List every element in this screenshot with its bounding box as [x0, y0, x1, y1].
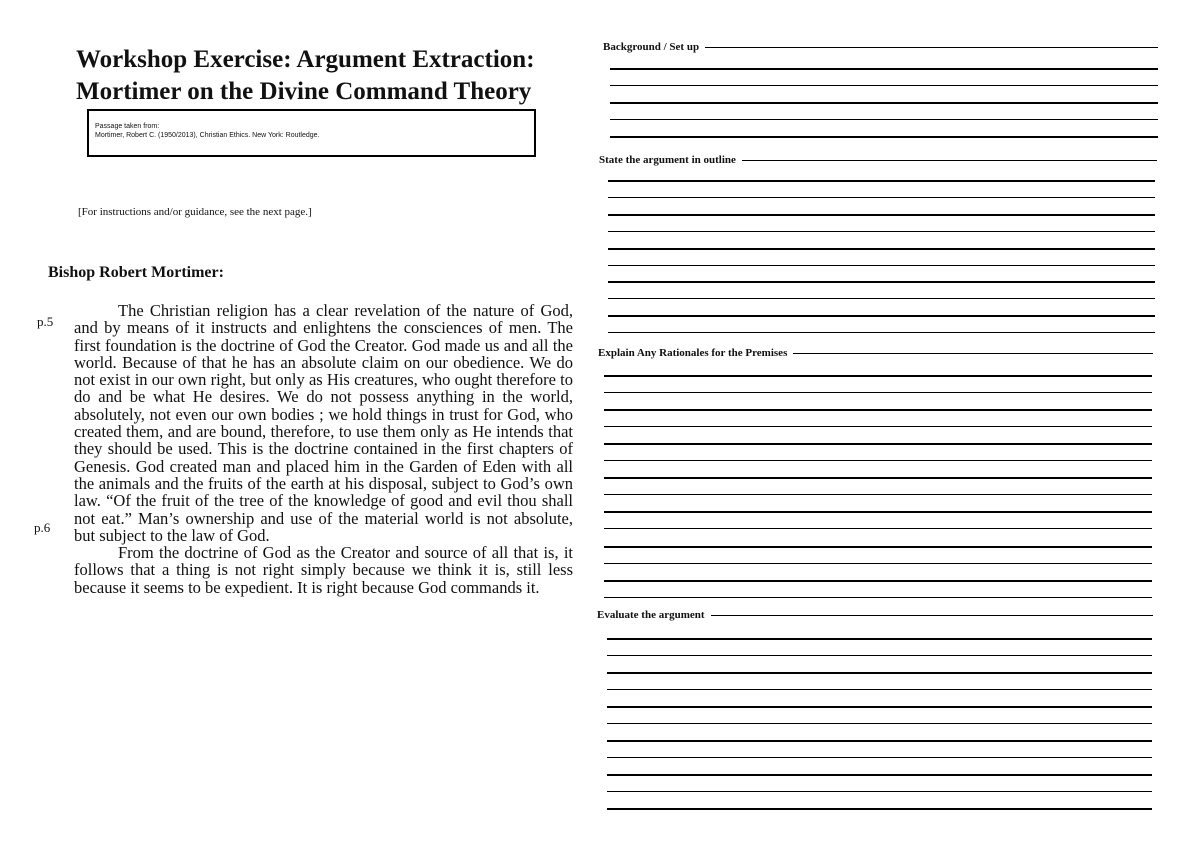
- writing-line[interactable]: [604, 443, 1152, 445]
- writing-line[interactable]: [607, 740, 1152, 742]
- writing-line[interactable]: [604, 546, 1152, 548]
- title-line-1: Workshop Exercise: Argument Extraction:: [76, 46, 535, 73]
- writing-line[interactable]: [608, 298, 1155, 299]
- writing-line[interactable]: [604, 426, 1152, 427]
- worksheet-section-label: Explain Any Rationales for the Premises: [598, 347, 788, 359]
- citation-text: Mortimer, Robert C. (1950/2013), Christian Ethics. New York: Routledge.: [95, 132, 320, 139]
- document-title: [76, 44, 556, 108]
- writing-line[interactable]: [608, 231, 1155, 232]
- instructions-note: [For instructions and/or guidance, see the next page.]: [78, 206, 312, 218]
- heading-rule: [705, 47, 1158, 48]
- writing-line[interactable]: [604, 375, 1152, 377]
- heading-rule: [742, 160, 1157, 161]
- writing-line[interactable]: [610, 119, 1158, 120]
- worksheet-section-label: Background / Set up: [603, 41, 700, 53]
- writing-line[interactable]: [608, 248, 1155, 250]
- worksheet-section-label: State the argument in outline: [599, 154, 736, 166]
- page-marker-p6: p.6: [34, 520, 51, 535]
- writing-line[interactable]: [607, 774, 1152, 776]
- writing-line[interactable]: [604, 511, 1152, 513]
- writing-line[interactable]: [604, 597, 1152, 598]
- writing-line[interactable]: [604, 392, 1152, 393]
- heading-rule: [793, 353, 1153, 354]
- writing-line[interactable]: [610, 102, 1158, 104]
- writing-line[interactable]: [607, 672, 1152, 674]
- writing-line[interactable]: [604, 460, 1152, 461]
- writing-line[interactable]: [608, 281, 1155, 283]
- citation-box: [87, 109, 536, 157]
- heading-rule: [711, 615, 1153, 616]
- worksheet-section-heading: [597, 609, 1153, 621]
- citation-label: Passage taken from:: [95, 123, 160, 130]
- speaker-heading: Bishop Robert Mortimer:: [48, 264, 224, 281]
- writing-line[interactable]: [607, 638, 1152, 640]
- passage-text: [74, 302, 573, 596]
- writing-line[interactable]: [607, 808, 1152, 810]
- writing-line[interactable]: [604, 580, 1152, 582]
- writing-line[interactable]: [604, 409, 1152, 411]
- page-marker-p5: p.5: [37, 314, 54, 329]
- worksheet-section-heading: [603, 41, 1158, 53]
- passage-paragraph-2: From the doctrine of God as the Creator and source of all that is, it follows that a thing is not right simply because we think it is, still less because it seems to be expedient. It is right because God commands it.: [74, 543, 573, 597]
- writing-line[interactable]: [607, 689, 1152, 690]
- writing-line[interactable]: [604, 563, 1152, 564]
- writing-line[interactable]: [608, 265, 1155, 266]
- writing-line[interactable]: [610, 85, 1158, 86]
- writing-line[interactable]: [608, 332, 1155, 333]
- writing-line[interactable]: [608, 180, 1155, 182]
- writing-line[interactable]: [608, 197, 1155, 198]
- writing-line[interactable]: [604, 477, 1152, 479]
- writing-line[interactable]: [607, 757, 1152, 758]
- writing-line[interactable]: [608, 214, 1155, 216]
- worksheet-section-label: Evaluate the argument: [597, 609, 705, 621]
- writing-line[interactable]: [604, 528, 1152, 529]
- worksheet-section-heading: [598, 347, 1153, 359]
- writing-line[interactable]: [607, 655, 1152, 656]
- writing-line[interactable]: [607, 723, 1152, 724]
- title-line-2: Mortimer on the Divine Command Theory: [76, 78, 532, 105]
- passage-paragraph-1: The Christian religion has a clear revelation of the nature of God, and by means of it instructs and enlightens the consciences of men. The first foundation is the doctrine of God the Creator. God made us and all the world. Because of that he has an absolute claim on our obedience. We do not exist in our own right, but only as His creatures, who ought therefore to do and be what He desires. We do not possess anything in the world, absolutely, not even our own bodies ; we hold things in trust for God, who created them, and are bound, therefore, to use them only as He intends that they should be used. This is the doctrine contained in the first chapters of Genesis. God created man and placed him in the Garden of Eden with all the animals and the fruits of the earth at his disposal, subject to God’s own law. “Of the fruit of the tree of the knowledge of good and evil thou shall not eat.” Man’s ownership and use of the material world is not absolute, but subject to the law of God.: [74, 301, 573, 545]
- writing-line[interactable]: [610, 136, 1158, 138]
- writing-line[interactable]: [607, 706, 1152, 708]
- writing-line[interactable]: [610, 68, 1158, 70]
- writing-line[interactable]: [604, 494, 1152, 495]
- writing-line[interactable]: [607, 791, 1152, 792]
- worksheet-section-heading: [599, 154, 1157, 166]
- writing-line[interactable]: [608, 315, 1155, 317]
